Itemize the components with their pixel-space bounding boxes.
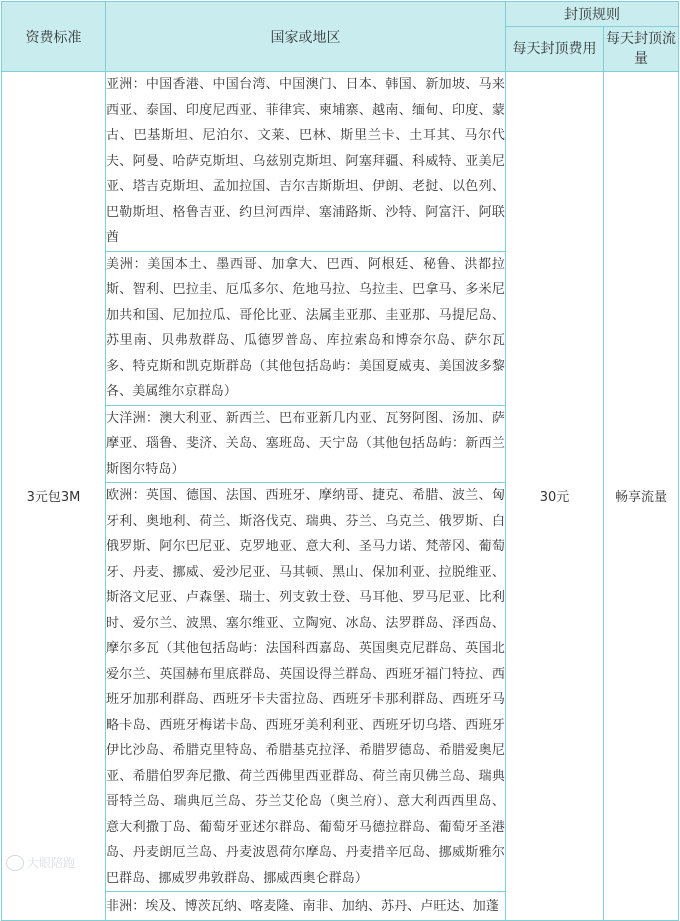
roaming-rate-table bbox=[1, 1, 679, 921]
region-europe: 欧洲：英国、德国、法国、西班牙、摩纳哥、捷克、希腊、波兰、匈牙利、奥地利、荷兰、斯洛伐克、瑞典、芬兰、乌克兰、俄罗斯、白俄罗斯、阿尔巴尼亚、克罗地亚、意大利、圣马力诺、梵蒂冈、葡萄牙、丹麦、挪威、爱沙尼亚、马其顿、黑山、保加利亚、拉脱维亚、斯洛文尼亚、卢森堡、瑞士、列支敦士登、马耳他、罗马尼亚、比利时、爱尔兰、波黑、塞尔维亚、立陶宛、冰岛、法罗群岛、泽西岛、摩尔多瓦（其他包括岛屿：法国科西嘉岛、英国奥克尼群岛、英国北爱尔兰、英国赫布里底群岛、英国设得兰群岛、西班牙福门特拉、西班牙加那利群岛、西班牙卡夫雷拉岛、西班牙卡那利群岛、西班牙马略卡岛、西班牙梅诺卡岛、西班牙美利利亚、西班牙切乌塔、西班牙伊比沙岛、希腊克里特岛、希腊基克拉泽、希腊罗德岛、希腊爱奥尼亚、希腊伯罗奔尼撒、荷兰西佛里西亚群岛、荷兰南贝佛兰岛、瑞典哥特兰岛、瑞典厄兰岛、芬兰艾伦岛（奥兰府）、意大利西西里岛、意大利撒丁岛、葡萄牙亚述尔群岛、葡萄牙马德拉群岛、葡萄牙圣港岛、丹麦朗厄兰岛、丹麦波恩荷尔摩岛、丹麦措辛厄岛、挪威斯雅尔巴群岛、挪威罗弗敦群岛、挪威西奥仑群岛） bbox=[106, 483, 506, 892]
daily-cap-data: 畅享流量 bbox=[604, 72, 679, 921]
watermark-text: 大眼陪跑 bbox=[27, 856, 76, 870]
region-asia: 亚洲：中国香港、中国台湾、中国澳门、日本、韩国、新加坡、马来西亚、泰国、印度尼西亚、菲律宾、柬埔寨、越南、缅甸、印度、蒙古、巴基斯坦、尼泊尔、文莱、巴林、斯里兰卡、土耳其、马尔代夫、阿曼、哈萨克斯坦、乌兹别克斯坦、阿塞拜疆、科威特、亚美尼亚、塔吉克斯坦、孟加拉国、吉尔吉斯斯坦、伊朗、老挝、以色列、巴勒斯坦、格鲁吉亚、约旦河西岸、塞浦路斯、沙特、阿富汗、阿联酋 bbox=[106, 72, 506, 252]
header-region: 国家或地区 bbox=[106, 2, 506, 72]
header-cap-rules: 封顶规则 bbox=[506, 2, 679, 27]
header-daily-fee: 每天封顶费用 bbox=[506, 27, 604, 72]
region-africa: 非洲：埃及、博茨瓦纳、喀麦隆、南非、加纳、苏丹、卢旺达、加蓬 bbox=[106, 892, 506, 921]
header-daily-data: 每天封顶流量 bbox=[604, 27, 679, 72]
daily-cap-fee: 30元 bbox=[506, 72, 604, 921]
region-oceania: 大洋洲：澳大利亚、新西兰、巴布亚新几内亚、瓦努阿图、汤加、萨摩亚、瑙鲁、斐济、关岛、塞班岛、天宁岛（其他包括岛屿：新西兰斯图尔特岛） bbox=[106, 405, 506, 483]
header-tier: 资费标准 bbox=[2, 2, 106, 72]
watermark bbox=[6, 854, 75, 871]
region-america: 美洲：美国本土、墨西哥、加拿大、巴西、阿根廷、秘鲁、洪都拉斯、智利、巴拉圭、厄瓜多尔、危地马拉、乌拉圭、巴拿马、多米尼加共和国、尼加拉瓜、哥伦比亚、法属圭亚那、圭亚那、马提尼岛、苏里南、贝弗敖群岛、瓜德罗普岛、库拉索岛和博奈尔岛、萨尔瓦多、特克斯和凯克斯群岛（其他包括岛屿：美国夏威夷、美国波多黎各、美属维尔京群岛） bbox=[106, 251, 506, 405]
plan-name: 3元包3M bbox=[2, 72, 106, 921]
watermark-logo-icon bbox=[6, 855, 24, 871]
